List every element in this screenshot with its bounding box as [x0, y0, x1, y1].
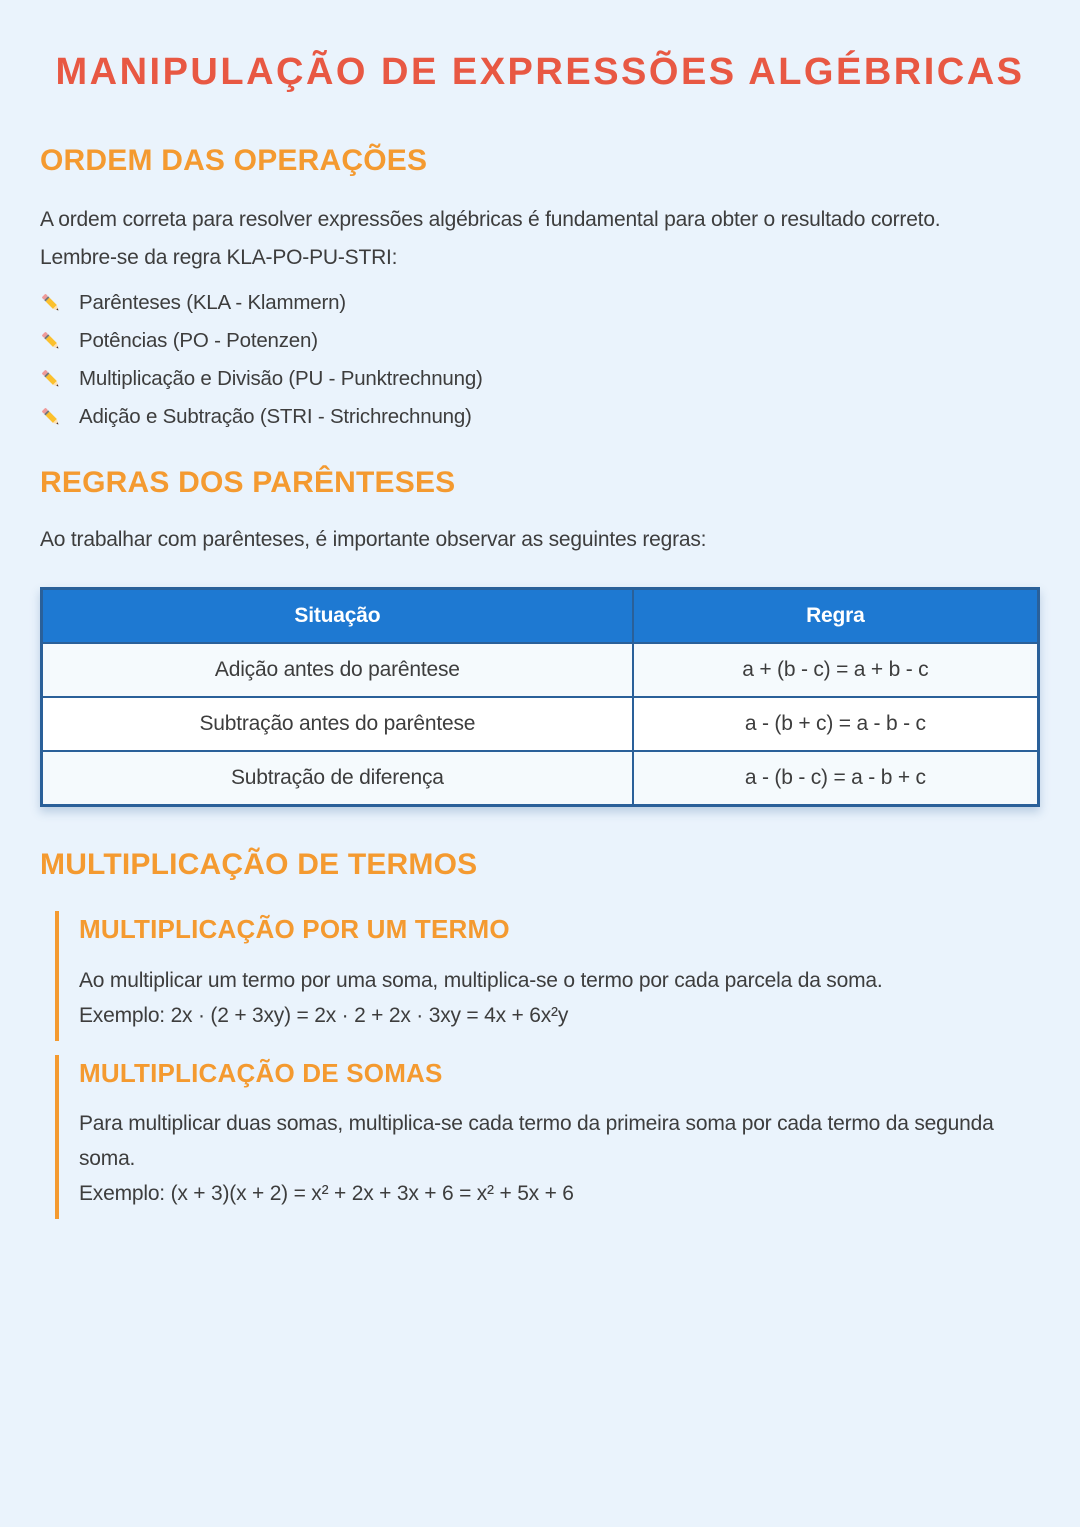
table-row — [42, 697, 1039, 751]
pencil-icon — [40, 368, 62, 390]
subsection-multiplicacao-por-um-termo — [55, 911, 1040, 1040]
page-title: MANIPULAÇÃO DE EXPRESSÕES ALGÉBRICAS — [55, 51, 1025, 93]
section-heading-multiplicacao: MULTIPLICAÇÃO DE TERMOS — [40, 848, 478, 882]
table-header-row — [42, 589, 1039, 644]
pencil-icon — [40, 292, 62, 314]
section-ordem-das-operacoes — [40, 143, 1040, 429]
table-row — [42, 751, 1039, 806]
parentheses-rules-table — [40, 587, 1040, 807]
list-item — [40, 329, 1040, 353]
pencil-icon — [40, 330, 62, 352]
subsection-example: Exemplo: 2x · (2 + 3xy) = 2x · 2 + 2x · 3xy = 4x + 6x²y — [79, 1003, 569, 1027]
section-heading-regras: REGRAS DOS PARÊNTESES — [40, 466, 456, 500]
rule-cell: a - (b - c) = a - b + c — [633, 751, 1039, 806]
situation-cell: Subtração antes do parêntese — [42, 697, 633, 751]
rule-cell: a + (b - c) = a + b - c — [633, 643, 1039, 697]
list-item-label: Adição e Subtração (STRI - Strichrechnung) — [79, 405, 472, 429]
subsection-example: Exemplo: (x + 3)(x + 2) = x² + 2x + 3x + 6 = x² + 5x + 6 — [79, 1181, 574, 1205]
section-regras-dos-parenteses — [40, 465, 1040, 807]
list-item — [40, 405, 1040, 429]
rule-cell: a - (b + c) = a - b - c — [633, 697, 1039, 751]
column-header-regra: Regra — [633, 589, 1039, 644]
pencil-icon — [40, 406, 62, 428]
section-heading-ordem: ORDEM DAS OPERAÇÕES — [40, 144, 428, 178]
operations-order-list — [40, 291, 1040, 429]
list-item — [40, 291, 1040, 315]
subsection-body: Para multiplicar duas somas, multiplica-se cada termo da primeira soma por cada termo da segunda soma. — [79, 1111, 994, 1170]
subsection-body: Ao multiplicar um termo por uma soma, multiplica-se o termo por cada parcela da soma. — [79, 968, 883, 992]
regras-intro: Ao trabalhar com parênteses, é importante observar as seguintes regras: — [40, 528, 707, 552]
list-item-label: Potências (PO - Potenzen) — [79, 329, 318, 353]
intro-line-1: A ordem correta para resolver expressões algébricas é fundamental para obter o resultado correto. — [40, 208, 941, 232]
column-header-situacao: Situação — [42, 589, 633, 644]
section-multiplicacao-de-termos — [40, 847, 1040, 1218]
subsection-heading: MULTIPLICAÇÃO POR UM TERMO — [79, 914, 510, 945]
situation-cell: Adição antes do parêntese — [42, 643, 633, 697]
intro-paragraph — [40, 201, 1040, 277]
subsection-heading: MULTIPLICAÇÃO DE SOMAS — [79, 1057, 443, 1088]
list-item-label: Multiplicação e Divisão (PU - Punktrechnung) — [79, 367, 483, 391]
table-row — [42, 643, 1039, 697]
subsection-multiplicacao-de-somas — [55, 1055, 1040, 1219]
situation-cell: Subtração de diferença — [42, 751, 633, 806]
list-item — [40, 367, 1040, 391]
list-item-label: Parênteses (KLA - Klammern) — [79, 291, 346, 315]
intro-line-2: Lembre-se da regra KLA-PO-PU-STRI: — [40, 246, 398, 270]
